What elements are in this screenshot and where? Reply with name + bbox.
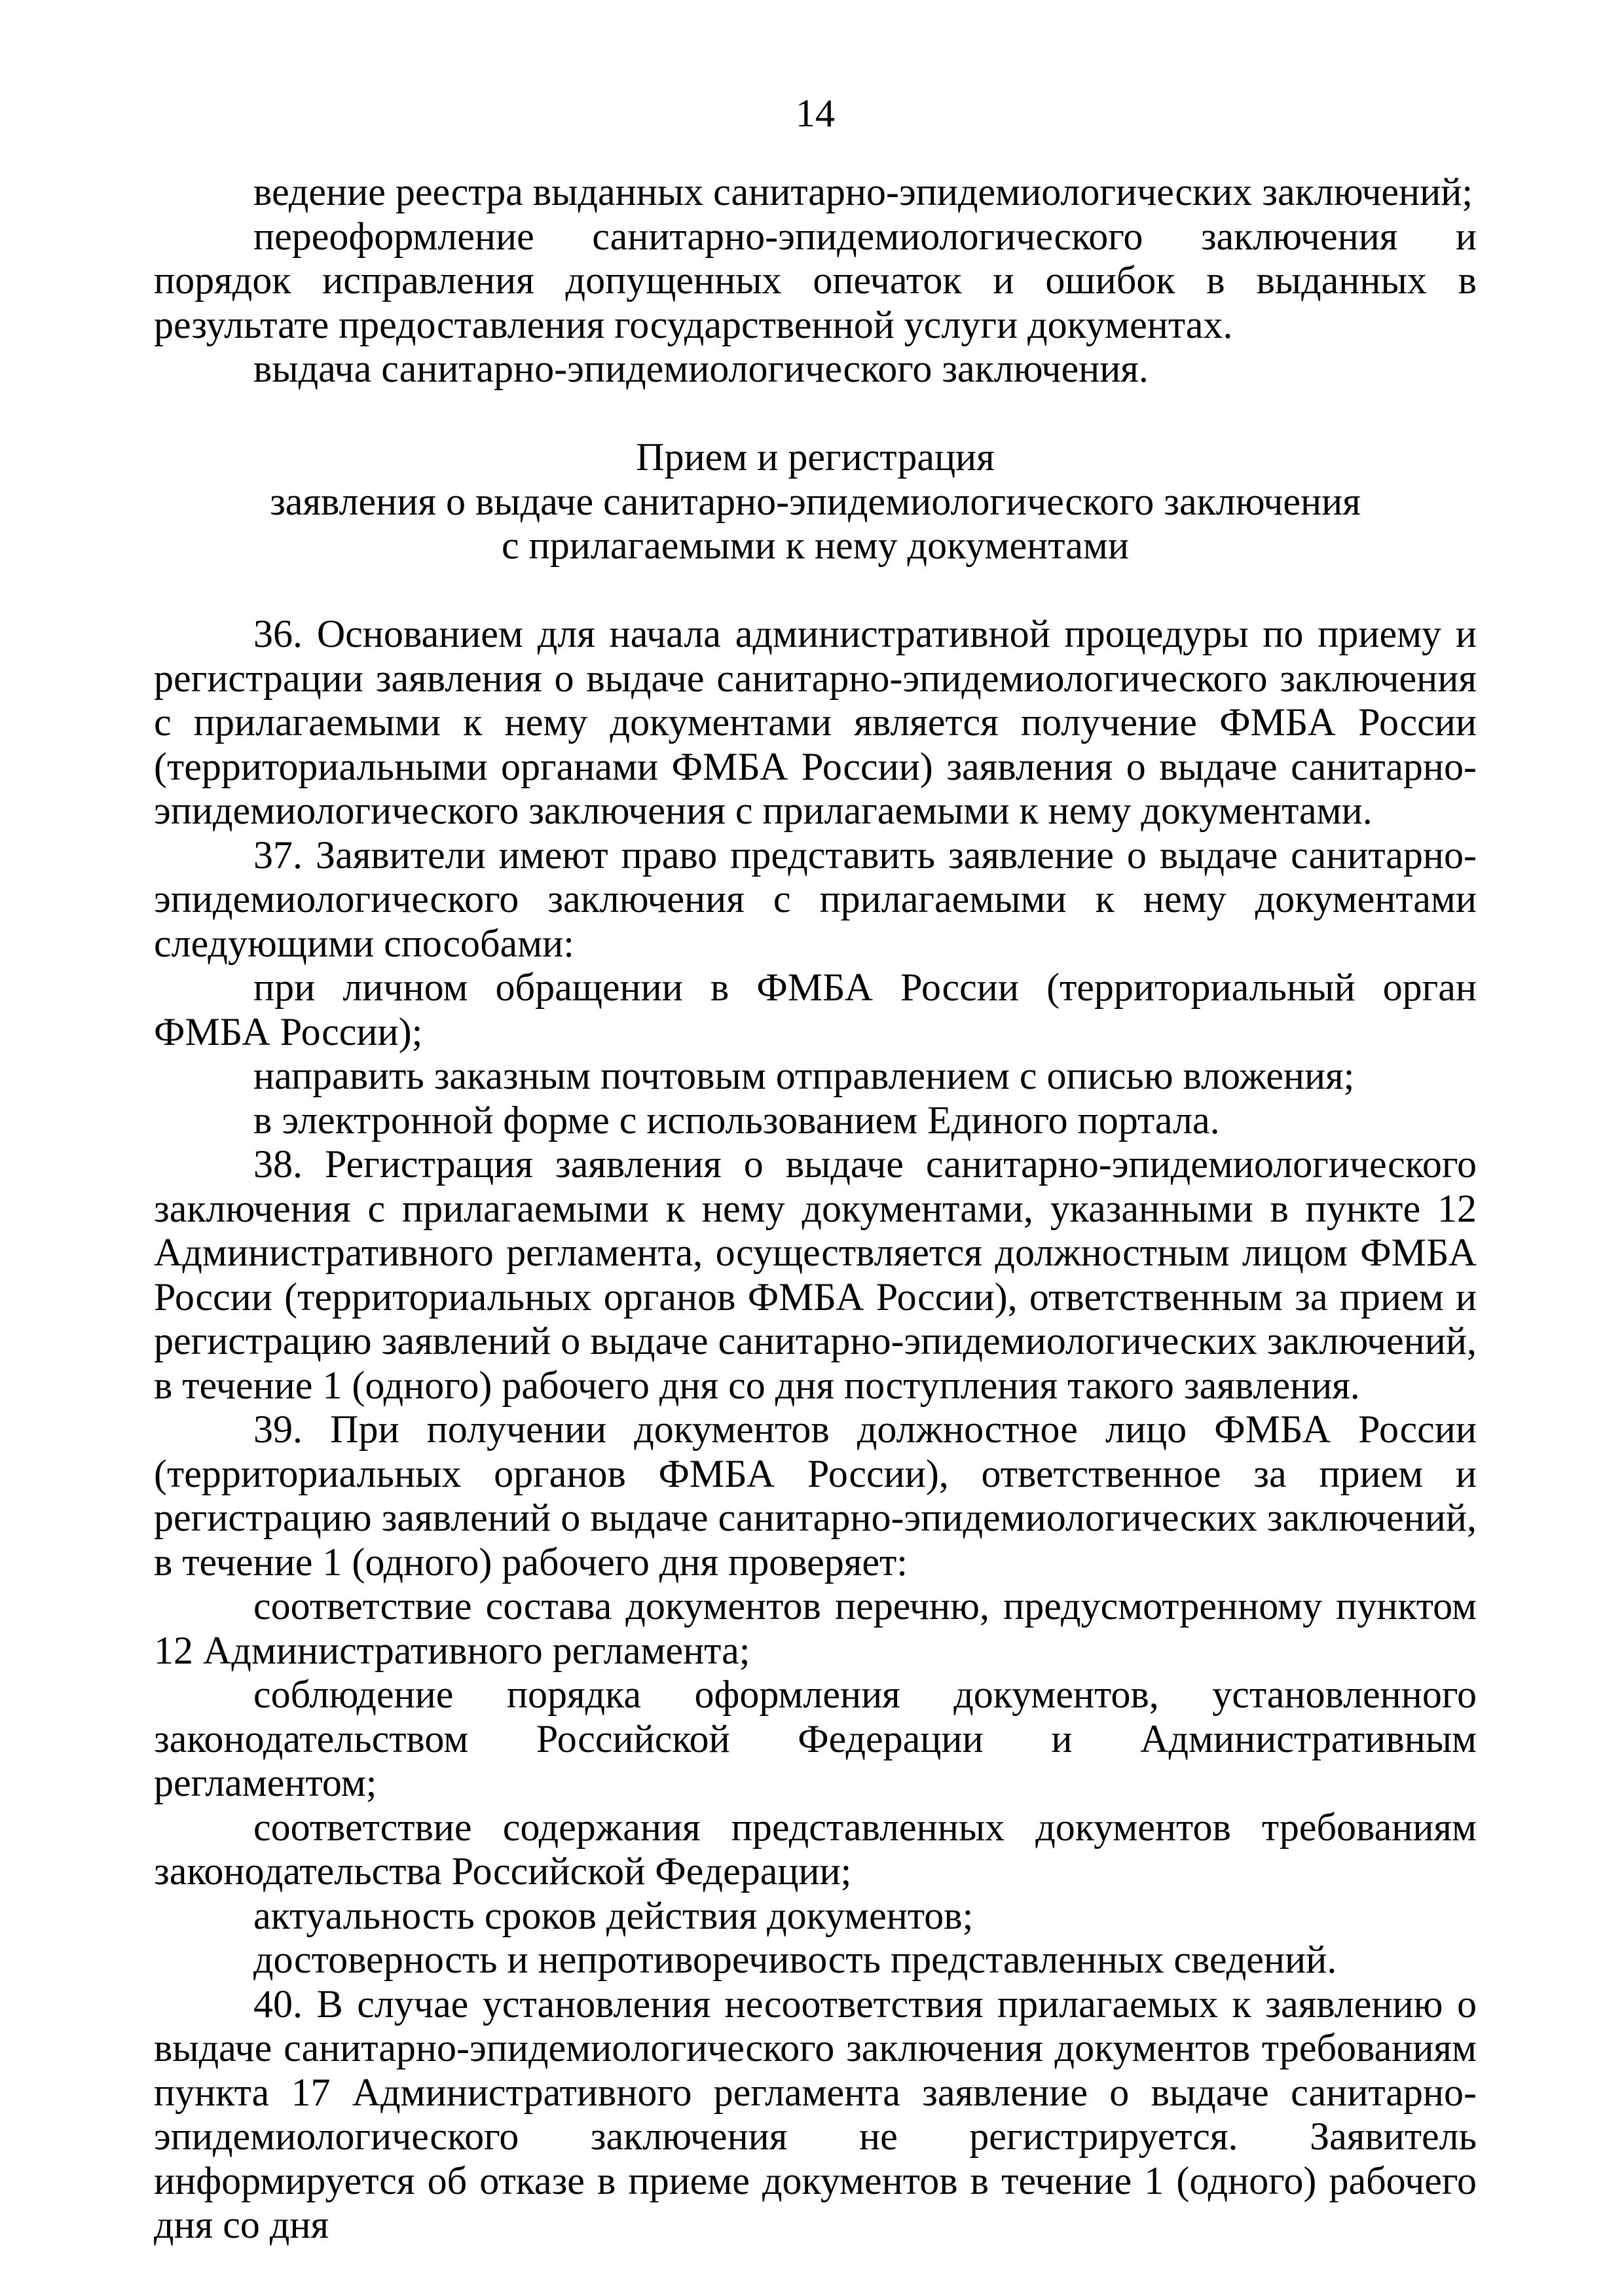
list-item: достоверность и непротиворечивость представленных сведений.	[253, 1938, 1337, 1981]
list-item: в электронной форме с использованием Единого портала.	[253, 1098, 1220, 1142]
paragraph: выдача санитарно-эпидемиологического заключения.	[253, 347, 1149, 390]
section-heading-line: Прием и регистрация	[636, 435, 995, 479]
paragraph: переоформление санитарно-эпидемиологического заключения и порядок исправления допущенных опечаток и ошибок в выданных в результате предоставления государственной услуги документах.	[154, 214, 1477, 346]
paragraph-40: 40. В случае установления несоответствия прилагаемых к заявлению о выдаче санитарно-эпидемиологического заключения документов требованиям пункта 17 Административного регламента заявление о выдаче санитарно-эпидемиологического заключения не регистрируется. Заявитель информируется об отказе в приеме документов в течение 1 (одного) рабочего дня со дня	[154, 1982, 1477, 2246]
paragraph-36: 36. Основанием для начала административной процедуры по приему и регистрации заявления о выдаче санитарно-эпидемиологического заключения с прилагаемыми к нему документами является получение ФМБА России (территориальными органами ФМБА России) заявления о выдаче санитарно-эпидемиологического заключения с прилагаемыми к нему документами.	[154, 612, 1477, 832]
paragraph-37: 37. Заявители имеют право представить заявление о выдаче санитарно-эпидемиологического заключения с прилагаемыми к нему документами следующими способами:	[154, 833, 1477, 965]
page-number: 14	[796, 92, 835, 135]
paragraph-38: 38. Регистрация заявления о выдаче санитарно-эпидемиологического заключения с прилагаемыми к нему документами, указанными в пункте 12 Административного регламента, осуществляется должностным лицом ФМБА России (территориальных органов ФМБА России), ответственным за прием и регистрацию заявлений о выдаче санитарно-эпидемиологических заключений, в течение 1 (одного) рабочего дня со дня поступления такого заявления.	[154, 1142, 1477, 1407]
list-item: соответствие содержания представленных документов требованиям законодательства Российской Федерации;	[154, 1805, 1477, 1893]
section-heading-line: с прилагаемыми к нему документами	[502, 524, 1129, 567]
paragraph: ведение реестра выданных санитарно-эпидемиологических заключений;	[253, 170, 1473, 213]
section-heading-line: заявления о выдаче санитарно-эпидемиологического заключения	[270, 479, 1361, 523]
list-item: актуальность сроков действия документов;	[253, 1893, 974, 1937]
list-item: направить заказным почтовым отправлением с описью вложения;	[253, 1054, 1355, 1097]
paragraph-39: 39. При получении документов должностное лицо ФМБА России (территориальных органов ФМБА России), ответственное за прием и регистрацию заявлений о выдаче санитарно-эпидемиологических заключений, в течение 1 (одного) рабочего дня проверяет:	[154, 1408, 1477, 1584]
list-item: соответствие состава документов перечню, предусмотренному пунктом 12 Административного регламента;	[154, 1584, 1477, 1672]
document-page	[154, 92, 1477, 2248]
list-item: при личном обращении в ФМБА России (территориальный орган ФМБА России);	[154, 966, 1477, 1053]
list-item: соблюдение порядка оформления документов, установленного законодательством Российской Федерации и Административным регламентом;	[154, 1673, 1477, 1804]
section-heading	[154, 435, 1477, 568]
